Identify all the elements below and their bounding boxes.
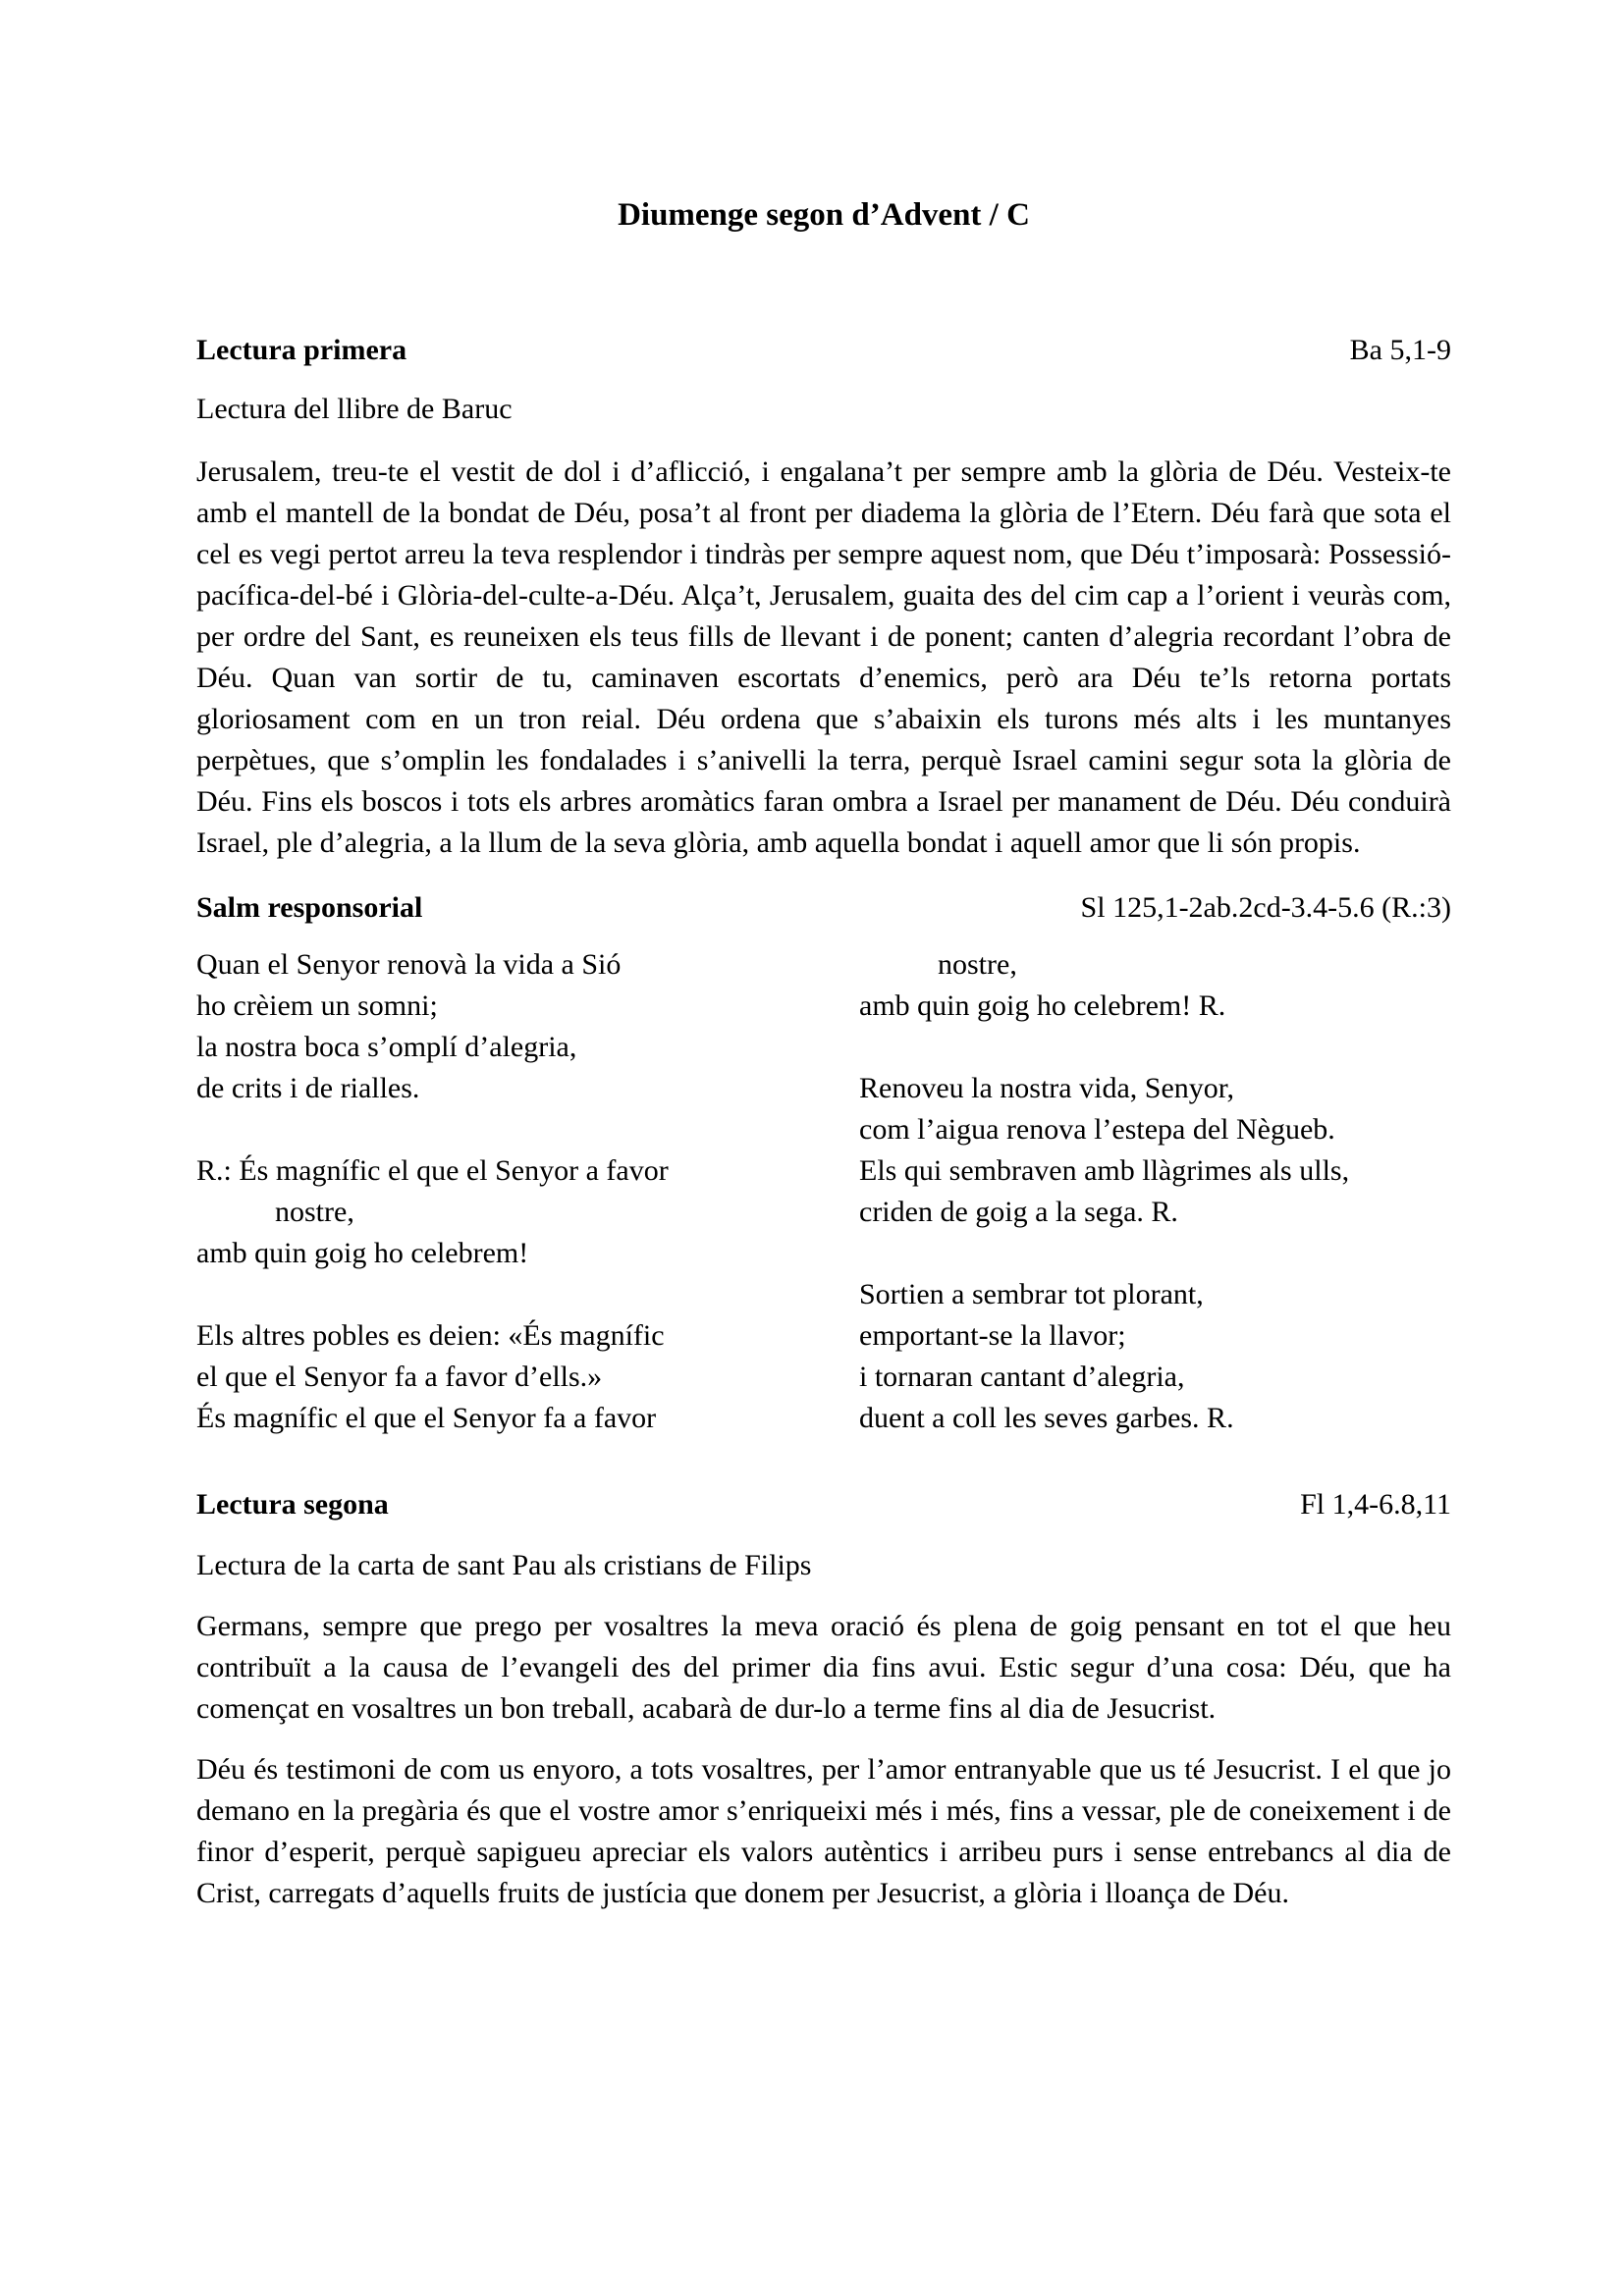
psalm-response-line: R.: És magnífic el que el Senyor a favor [196, 1154, 669, 1187]
second-reading-paragraph-1: Germans, sempre que prego per vosaltres la meva oració és plena de goig pensant en tot el que heu contribuït a la causa de l’evangeli des del primer dia fins avui. Estic segur d’una cosa: Déu, que ha començat en vosaltres un bon treball, acabarà de dur-lo a terme fins al dia de Jesucrist. [196, 1610, 1451, 1725]
first-reading-heading-row [196, 330, 1451, 371]
psalm-heading: Salm responsorial [196, 891, 423, 924]
psalm-line: amb quin goig ho celebrem! [196, 1237, 529, 1269]
second-reading-source: Lectura de la carta de sant Pau als cristians de Filips [196, 1549, 812, 1581]
first-reading-body: Jerusalem, treu-te el vestit de dol i d’aflicció, i engalana’t per sempre amb la glòria de Déu. Vesteix-te amb el mantell de la bondat de Déu, posa’t al front per diadema la glòria de l’Etern. Déu farà que sota el cel es vegi pertot arreu la teva resplendor i tindràs per sempre aquest nom, que Déu t’imposarà: Possessió-pacífica-del-bé i Glòria-del-culte-a-Déu. Alça’t, Jerusalem, guaita des del cim cap a l’orient i veuràs com, per ordre del Sant, es reuneixen els teus fills de llevant i de ponent; canten d’alegria recordant l’obra de Déu. Quan van sortir de tu, caminaven escortats d’enemics, però ara Déu te’ls retorna portats gloriosament com en un tron reial. Déu ordena que s’abaixin els turons més alts i les muntanyes perpètues, que s’omplin les fondalades i s’anivelli la terra, perquè Israel camini segur sota la glòria de Déu. Fins els boscos i tots els arbres aromàtics faran ombra a Israel per manament de Déu. Déu conduirà Israel, ple d’alegria, a la llum de la seva glòria, amb aquella bondat i aquell amor que li són propis. [196, 455, 1451, 859]
psalm-line: criden de goig a la sega. R. [859, 1196, 1178, 1228]
second-reading-heading: Lectura segona [196, 1488, 389, 1521]
psalm-blank-line [196, 1274, 805, 1315]
first-reading-source: Lectura del llibre de Baruc [196, 393, 513, 425]
psalm-line: Quan el Senyor renovà la vida a Sió [196, 948, 622, 981]
document-title: Diumenge segon d’Advent / C [618, 197, 1030, 233]
psalm-line: Els qui sembraven amb llàgrimes als ulls, [859, 1154, 1350, 1187]
psalm-line: Els altres pobles es deien: «És magnífic [196, 1319, 665, 1352]
psalm-line: ho crèiem un somni; [196, 989, 438, 1022]
psalm-right-column [859, 944, 1451, 1439]
first-reading-heading: Lectura primera [196, 334, 407, 366]
psalm-line: amb quin goig ho celebrem! R. [859, 989, 1226, 1022]
psalm-line: i tornaran cantant d’alegria, [859, 1361, 1185, 1393]
psalm-columns [196, 944, 1451, 1439]
psalm-line: Renoveu la nostra vida, Senyor, [859, 1072, 1235, 1104]
psalm-blank-line [196, 1109, 805, 1150]
first-reading-reference: Ba 5,1-9 [1349, 334, 1451, 366]
second-reading-paragraph-2: Déu és testimoni de com us enyoro, a tots vosaltres, per l’amor entranyable que us té Jesucrist. I el que jo demano en la pregària és que el vostre amor s’enriqueixi més i més, fins a vessar, ple de coneixement i de finor d’esperit, perquè sapigueu apreciar els valors autèntics i arribeu purs i sense entrebancs al dia de Crist, carregats d’aquells fruits de justícia que donem per Jesucrist, a glòria i lloança de Déu. [196, 1753, 1451, 1909]
psalm-line: de crits i de rialles. [196, 1072, 420, 1104]
psalm-line: emportant-se la llavor; [859, 1319, 1126, 1352]
psalm-reference: Sl 125,1-2ab.2cd-3.4-5.6 (R.:3) [1080, 891, 1451, 924]
psalm-blank-line [859, 1027, 1451, 1068]
second-reading-heading-row [196, 1484, 1451, 1525]
psalm-line: la nostra boca s’omplí d’alegria, [196, 1031, 577, 1063]
psalm-line: nostre, [275, 1196, 354, 1228]
psalm-line: Sortien a sembrar tot plorant, [859, 1278, 1204, 1310]
psalm-line: duent a coll les seves garbes. R. [859, 1402, 1234, 1434]
psalm-heading-row [196, 887, 1451, 929]
second-reading-reference: Fl 1,4-6.8,11 [1300, 1488, 1451, 1521]
psalm-left-column [196, 944, 805, 1439]
psalm-line: nostre, [938, 948, 1017, 981]
psalm-line: És magnífic el que el Senyor fa a favor [196, 1402, 657, 1434]
psalm-line: el que el Senyor fa a favor d’ells.» [196, 1361, 603, 1393]
psalm-blank-line [859, 1233, 1451, 1274]
psalm-line: com l’aigua renova l’estepa del Nègueb. [859, 1113, 1335, 1146]
